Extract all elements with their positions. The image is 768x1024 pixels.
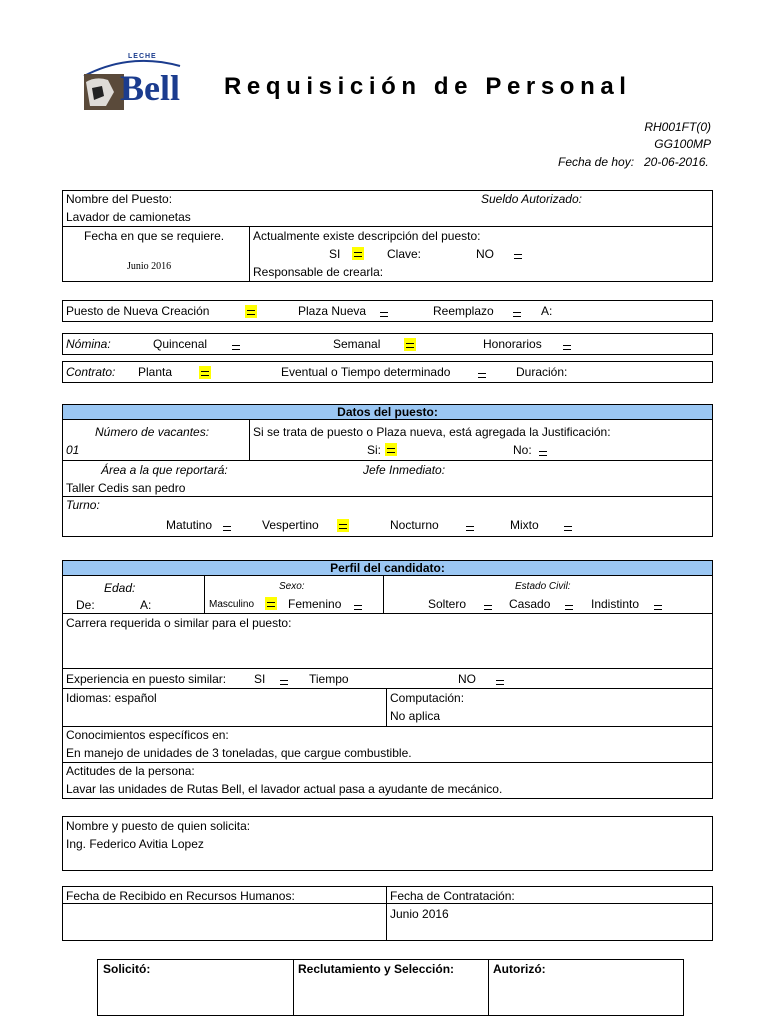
- fecha-requiere-label: Fecha en que se requiere.: [84, 229, 225, 243]
- actitudes-value: Lavar las unidades de Rutas Bell, el lavador actual pasa a ayudante de mecánico.: [66, 782, 503, 796]
- soltero-checkbox[interactable]: [482, 600, 494, 613]
- nombre-puesto-value: Lavador de camionetas: [66, 210, 191, 224]
- contrato-label: Contrato:: [66, 365, 116, 379]
- edad-a-label: A:: [140, 598, 152, 612]
- matutino-label: Matutino: [166, 518, 213, 532]
- eventual-label: Eventual o Tiempo determinado: [281, 365, 451, 379]
- solicita-label: Nombre y puesto de quien solicita:: [66, 819, 251, 833]
- justificacion-label: Si se trata de puesto o Plaza nueva, está agregada la Justificación:: [253, 425, 611, 439]
- date-value: 20-06-2016.: [644, 155, 709, 169]
- plaza-nueva-checkbox[interactable]: [378, 307, 390, 320]
- area-label: Área a la que reportará:: [101, 463, 228, 477]
- honorarios-label: Honorarios: [483, 337, 542, 351]
- mixto-label: Mixto: [510, 518, 539, 532]
- descripcion-no-checkbox[interactable]: [512, 249, 524, 262]
- estado-civil-label: Estado Civil:: [515, 581, 571, 592]
- conocimientos-value: En manejo de unidades de 3 toneladas, que cargue combustible.: [66, 746, 412, 760]
- descripcion-si-checkbox[interactable]: [352, 247, 364, 260]
- date-label: Fecha de hoy:: [558, 155, 635, 169]
- reemplazo-a-label: A:: [541, 304, 553, 318]
- recibido-label: Fecha de Recibido en Recursos Humanos:: [66, 889, 295, 903]
- semanal-checkbox[interactable]: [404, 338, 416, 351]
- experiencia-no-checkbox[interactable]: [494, 675, 506, 688]
- experiencia-si-checkbox[interactable]: [278, 675, 290, 688]
- jefe-label: Jefe Inmediato:: [363, 463, 446, 477]
- indistinto-checkbox[interactable]: [652, 600, 664, 613]
- soltero-label: Soltero: [428, 597, 467, 611]
- casado-checkbox[interactable]: [563, 600, 575, 613]
- nocturno-label: Nocturno: [390, 518, 439, 532]
- nomina-label: Nómina:: [66, 337, 111, 351]
- idiomas-label: Idiomas: español: [66, 691, 157, 705]
- justificacion-no-checkbox[interactable]: [537, 446, 549, 459]
- honorarios-checkbox[interactable]: [561, 340, 573, 353]
- fecha-requiere-value: Junio 2016: [127, 261, 172, 272]
- masculino-label: Masculino: [209, 599, 255, 610]
- plaza-nueva-label: Plaza Nueva: [298, 304, 367, 318]
- sexo-label: Sexo:: [279, 581, 305, 592]
- form-code-1: RH001FT(0): [644, 120, 711, 134]
- solicito-label: Solicitó:: [103, 962, 151, 976]
- vespertino-checkbox[interactable]: [337, 519, 349, 532]
- contratacion-value: Junio 2016: [390, 907, 449, 921]
- sueldo-label: Sueldo Autorizado:: [481, 192, 582, 206]
- matutino-checkbox[interactable]: [221, 521, 233, 534]
- justificacion-no-label: No:: [513, 443, 532, 457]
- conocimientos-label: Conocimientos específicos en:: [66, 728, 229, 742]
- logo-brand-text: Bell: [120, 68, 180, 108]
- edad-de-label: De:: [76, 598, 95, 612]
- femenino-label: Femenino: [288, 597, 342, 611]
- bell-logo: [80, 48, 184, 114]
- perfil-header: [62, 560, 713, 576]
- justificacion-si-checkbox[interactable]: [385, 443, 397, 456]
- carrera-label: Carrera requerida o similar para el puesto:: [66, 616, 292, 630]
- vacantes-label: Número de vacantes:: [95, 425, 210, 439]
- actitudes-label: Actitudes de la persona:: [66, 764, 195, 778]
- nombre-puesto-label: Nombre del Puesto:: [66, 192, 173, 206]
- vacantes-value: 01: [66, 443, 80, 457]
- descripcion-si-label: SI: [329, 247, 341, 261]
- indistinto-label: Indistinto: [591, 597, 640, 611]
- experiencia-label: Experiencia en puesto similar:: [66, 672, 227, 686]
- contratacion-label: Fecha de Contratación:: [390, 889, 515, 903]
- experiencia-no-label: NO: [458, 672, 476, 686]
- reemplazo-checkbox[interactable]: [511, 307, 523, 320]
- area-value: Taller Cedis san pedro: [66, 481, 186, 495]
- descripcion-no-label: NO: [476, 247, 494, 261]
- turno-label: Turno:: [66, 498, 100, 512]
- nocturno-checkbox[interactable]: [464, 521, 476, 534]
- solicita-value: Ing. Federico Avitia Lopez: [66, 837, 204, 851]
- eventual-checkbox[interactable]: [476, 368, 488, 381]
- casado-label: Casado: [509, 597, 551, 611]
- page-title: Requisición de Personal: [224, 73, 632, 100]
- form-code-2: GG100MP: [654, 137, 711, 151]
- reemplazo-label: Reemplazo: [433, 304, 494, 318]
- nueva-creacion-checkbox[interactable]: [245, 305, 257, 318]
- datos-puesto-header: [62, 404, 713, 420]
- computacion-value: No aplica: [390, 709, 441, 723]
- nueva-creacion-label: Puesto de Nueva Creación: [66, 304, 210, 318]
- autorizo-label: Autorizó:: [493, 962, 546, 976]
- edad-label: Edad:: [104, 581, 136, 595]
- quincenal-checkbox[interactable]: [230, 340, 242, 353]
- justificacion-si-label: Si:: [367, 443, 382, 457]
- femenino-checkbox[interactable]: [352, 600, 364, 613]
- planta-label: Planta: [138, 365, 173, 379]
- vespertino-label: Vespertino: [262, 518, 319, 532]
- computacion-label: Computación:: [390, 691, 465, 705]
- datos-puesto-title: Datos del puesto:: [337, 405, 438, 419]
- planta-checkbox[interactable]: [199, 366, 211, 379]
- duracion-label: Duración:: [516, 365, 568, 379]
- semanal-label: Semanal: [333, 337, 381, 351]
- quincenal-label: Quincenal: [153, 337, 208, 351]
- mixto-checkbox[interactable]: [562, 521, 574, 534]
- logo-small-text: LECHE: [128, 53, 157, 60]
- reclutamiento-label: Reclutamiento y Selección:: [298, 962, 455, 976]
- perfil-title: Perfil del candidato:: [330, 561, 445, 575]
- experiencia-si-label: SI: [254, 672, 266, 686]
- tiempo-label: Tiempo: [309, 672, 349, 686]
- descripcion-label: Actualmente existe descripción del puesto:: [253, 229, 481, 243]
- masculino-checkbox[interactable]: [265, 597, 277, 610]
- responsable-label: Responsable de crearla:: [253, 265, 384, 279]
- clave-label: Clave:: [387, 247, 422, 261]
